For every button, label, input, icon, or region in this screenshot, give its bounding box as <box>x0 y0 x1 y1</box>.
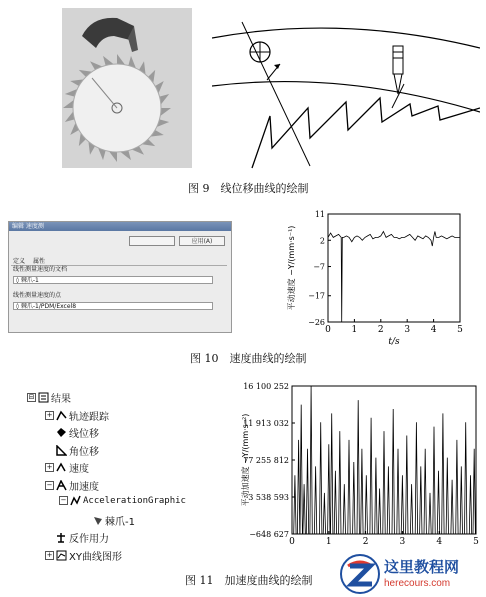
tree-item-label: 反作用力 <box>69 534 109 545</box>
y-tick-label: −17 <box>308 291 325 301</box>
tree-expander[interactable]: − <box>60 496 67 504</box>
angle-icon <box>56 445 67 456</box>
tree-expander[interactable]: ⊟ <box>28 393 35 401</box>
dialog-title: 编辑 速度测 <box>9 222 231 231</box>
fig9-ratchet-photo <box>62 8 192 168</box>
tree-item[interactable] <box>45 425 99 440</box>
velocity-chart <box>280 208 470 350</box>
y-tick-label: 3 538 593 <box>248 493 289 502</box>
acceleration-series-line <box>292 386 476 534</box>
x-tick-label: 3 <box>399 537 406 547</box>
tree-item-label: 加速度 <box>69 481 99 493</box>
tree-item[interactable] <box>45 530 109 545</box>
watermark <box>338 552 484 596</box>
fig9-caption: 图 9 线位移曲线的绘制 <box>188 182 309 195</box>
tree-item-label: AccelerationGraphic <box>83 495 186 506</box>
y-tick-label: 2 <box>319 236 325 246</box>
results-icon <box>38 392 49 403</box>
watermark-url: herecours.com <box>384 578 451 589</box>
point-field[interactable]: ◊ 棘爪-1/PDM/Excel8 <box>13 302 213 310</box>
tree-item[interactable] <box>27 390 71 405</box>
y-tick-label: 11 <box>314 210 325 219</box>
plot-frame <box>328 214 460 322</box>
fig11-caption: 图 11 加速度曲线的绘制 <box>185 574 313 587</box>
tree-expander[interactable]: − <box>46 480 53 489</box>
acceleration-icon <box>56 480 67 491</box>
velocity-series-line <box>328 232 460 323</box>
y-axis-label: 平动速度 −Y/(mm·s⁻¹) <box>287 225 296 311</box>
part-icon <box>92 515 103 526</box>
x-tick-label: 2 <box>377 325 384 335</box>
y-tick-label: −648 627 <box>249 530 289 539</box>
y-tick-label: 11 913 032 <box>243 419 289 428</box>
tree-item[interactable] <box>81 513 135 528</box>
watermark-name: 这里教程网 <box>384 558 460 576</box>
x-tick-label: 4 <box>430 325 437 335</box>
tree-expander[interactable]: + <box>46 550 53 559</box>
tree-item[interactable] <box>45 443 99 458</box>
x-tick-label: 0 <box>289 537 295 547</box>
x-tick-label: 1 <box>325 537 332 547</box>
displacement-icon <box>56 427 67 438</box>
tree-item-label: 结果 <box>51 394 71 405</box>
fig10-caption: 图 10 速度曲线的绘制 <box>190 352 307 365</box>
tree-item-label: 棘爪-1 <box>105 516 135 528</box>
x-tick-label: 5 <box>473 537 479 547</box>
tree-item[interactable] <box>59 495 186 506</box>
tree-item[interactable] <box>45 478 99 493</box>
y-tick-label: −26 <box>308 318 325 327</box>
tree-item-label: 轨迹跟踪 <box>69 411 109 423</box>
x-tick-label: 2 <box>362 537 369 547</box>
fig9-diagram <box>212 8 480 170</box>
tab-definition[interactable]: 定义 <box>13 258 26 265</box>
tree-expander[interactable]: + <box>46 463 53 471</box>
y-tick-label: −7 <box>313 262 325 272</box>
tree-item-label: XY曲线图形 <box>69 551 122 563</box>
dialog-apply-button[interactable]: 应用(A) <box>179 236 225 246</box>
velocity-dialog <box>8 221 232 333</box>
tree-item-label: 线位移 <box>69 429 99 440</box>
trace-icon <box>56 410 67 421</box>
watermark-logo-icon <box>338 552 382 596</box>
y-axis-label: 平动加速度 −Y/(mm·s⁻²) <box>241 413 250 507</box>
acceleration-chart <box>240 380 482 552</box>
tree-expander[interactable]: + <box>46 410 53 419</box>
tree-item[interactable] <box>45 460 89 475</box>
graphic-icon <box>70 495 81 506</box>
tree-item-label: 速度 <box>69 464 89 475</box>
tree-item-label: 角位移 <box>69 446 99 458</box>
xy-chart-icon <box>56 550 67 561</box>
y-tick-label: 16 100 252 <box>243 382 289 391</box>
point-label: 线性测量速度的点 <box>13 292 62 299</box>
tree-item[interactable] <box>45 548 122 563</box>
x-axis-label: t/s <box>388 337 400 347</box>
x-tick-label: 4 <box>436 537 443 547</box>
x-tick-label: 0 <box>325 325 331 335</box>
x-tick-label: 3 <box>404 325 411 335</box>
tab-properties[interactable]: 属性 <box>33 258 46 265</box>
x-tick-label: 1 <box>351 325 358 335</box>
doc-label: 线性测量速度的文档 <box>13 266 68 273</box>
dialog-left-button[interactable] <box>129 236 175 246</box>
y-tick-label: 77 255 812 <box>243 456 289 466</box>
velocity-icon <box>56 462 67 473</box>
results-tree <box>27 390 227 570</box>
x-tick-label: 5 <box>457 325 463 335</box>
reaction-icon <box>56 532 67 543</box>
tree-item[interactable] <box>45 408 109 423</box>
doc-field[interactable]: ◊ 棘爪-1 <box>13 276 213 284</box>
